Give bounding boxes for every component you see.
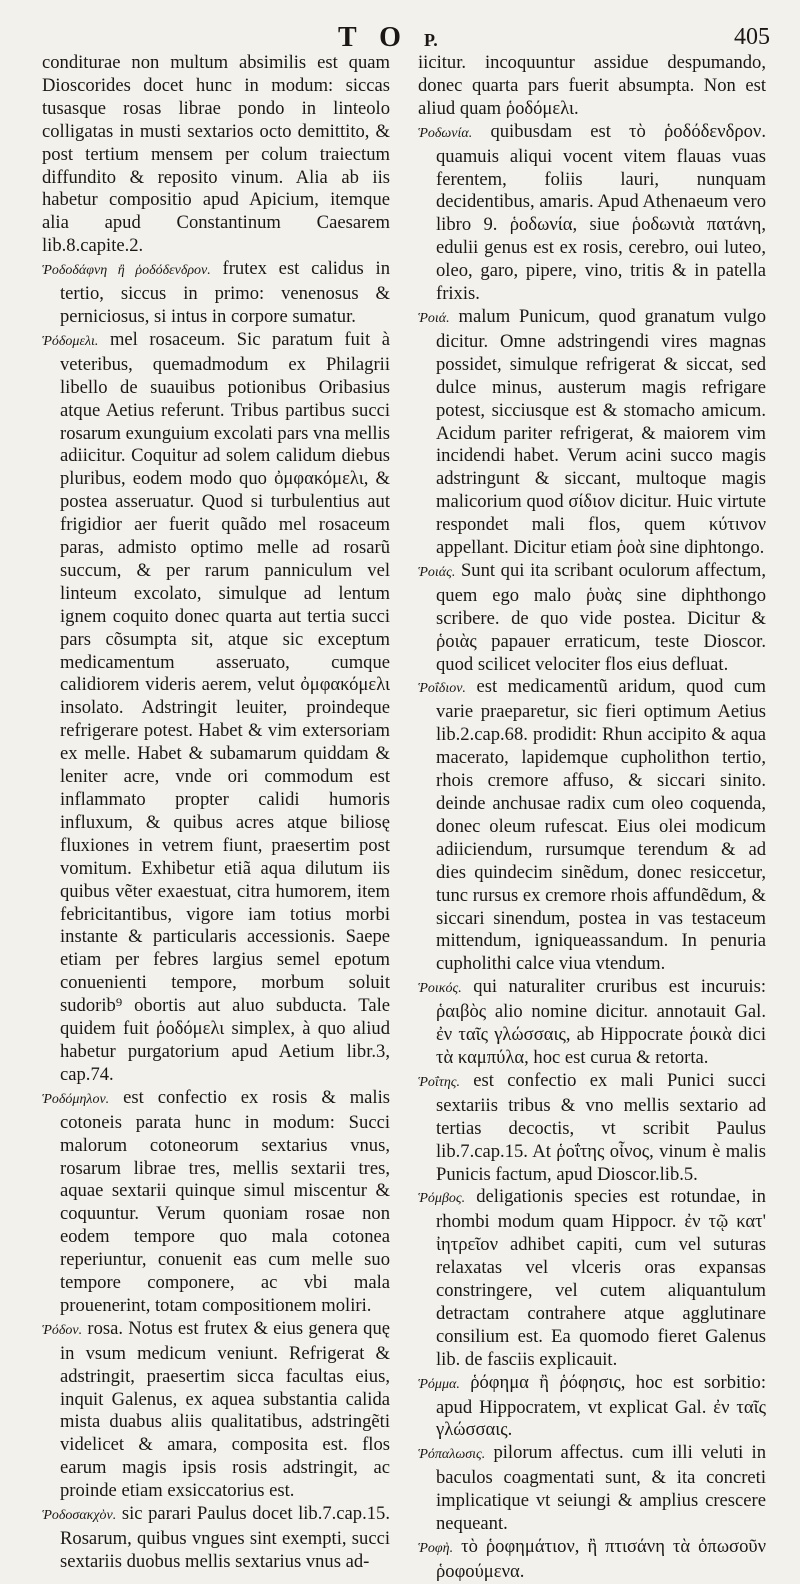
dictionary-entry xyxy=(418,121,766,306)
entry-lemma: Ῥοιά. xyxy=(418,310,450,326)
entry-lemma: Ῥόδομελι. xyxy=(42,333,99,349)
right-column xyxy=(418,52,767,1582)
entry-lemma: Ῥοδοσακχὸν. xyxy=(42,1508,117,1524)
entry-lemma: Ῥοδοδάφνη ἢ ῥοδόδενδρον. xyxy=(42,263,211,279)
entry-lemma: Ῥοδόμηλον. xyxy=(42,1091,110,1107)
left-column xyxy=(42,52,390,1572)
entry-text: est confectio ex mali Punici succi sextariis tribus & vno mellis sextario ad tertias decoctis, vt scribit Paulus lib.7.cap.15. At ῥοΐτης οἶνος, vinum è malis Punicis factum, apud Dioscor.lib.5. xyxy=(436,1069,767,1185)
dictionary-entry xyxy=(418,1442,766,1536)
entry-lemma: Ῥόδον. xyxy=(42,1322,83,1338)
entry-text: sic parari Paulus docet lib.7.cap.15. Rosarum, quibus vngues sint exempti, succi sextariis duobus mellis sextarius vnus ad- xyxy=(60,1503,390,1572)
entry-lemma: Ῥοδωνία. xyxy=(418,125,473,141)
entry-lemma: Ῥόμβος. xyxy=(418,1191,466,1207)
dictionary-entry xyxy=(42,1318,390,1503)
dictionary-entry: iicitur. incoquuntur assidue despumando, donec quarta pars fuerit absumpta. Non est aliud quam ῥοδόμελι. xyxy=(418,52,766,119)
dictionary-entry xyxy=(42,1503,390,1574)
dictionary-entry xyxy=(418,1070,766,1187)
entry-lemma: Ῥοικός. xyxy=(418,981,462,997)
dictionary-entry xyxy=(418,1186,766,1371)
entry-text: deligationis species est rotundae, in rhombi modum quam Hippocr. ἐν τῷ κατ' ἰητρεῖον adhibet capiti, cum vel suturas relaxatas vel vlceris oras expansas constringere, vel cutem aliquantulum detractam contrahere atque agglutinare consilium est. Ea quomodo fieret Galenus lib. de fasciis explicauit. xyxy=(436,1186,766,1370)
dictionary-entry xyxy=(418,1536,766,1584)
entry-text: quibusdam est τὸ ῥοδόδενδρον. quamuis aliqui vocent vitem flauas vuas ferentem, foliis lauri, nunquam decidentibus, amaris. Apud Athenaeum vero libro 9. ῥοδωνία, siue ῥοδωνιὰ πατάνη, edulii genus est ex rosis, cerebro, oui luteo, oleo, garo, pipere, vino, tritis & in patella frixis. xyxy=(436,120,766,305)
entry-lemma: Ῥόπαλωσις. xyxy=(418,1447,486,1463)
entry-text: est confectio ex rosis & malis cotoneis parata hunc in modum: Succi malorum cotoneorum sextarius vnus, rosarum librae tres, mellis sextarii tres, aquae sextarii quinque simul miscentur & coquuntur. Verum quoniam rosae non eodem tempore quo mala cotonea reperiuntur, conuenit eas cum melle suo tempore componere, ac vbi mala prouenerint, totam compositionem moliri. xyxy=(60,1086,390,1316)
entry-text: qui naturaliter cruribus est incuruis: ῥαιβὸς alio nomine dicitur. annotauit Gal. ἐν ταῖς γλώσσαις, ab Hippocrate ῥοικὰ dici τὰ καμπύλα, hoc est curua & retorta. xyxy=(436,976,766,1068)
dictionary-entry xyxy=(418,560,766,677)
entry-lemma: Ῥοΐτης. xyxy=(418,1074,460,1090)
entry-lemma: Ῥοΐδιον. xyxy=(418,681,466,697)
dictionary-entry xyxy=(42,258,390,329)
entry-lemma: Ῥοφὴ. xyxy=(418,1541,454,1556)
entry-text: τὸ ῥοφημάτιον, ἢ πτισάνη τὰ ὁπωσοῦν ῥοφούμενα. xyxy=(436,1536,766,1582)
dictionary-entry xyxy=(418,1372,766,1443)
running-head xyxy=(0,22,800,52)
dictionary-entry xyxy=(42,1087,390,1318)
dictionary-entry xyxy=(418,676,766,976)
dictionary-entry xyxy=(418,976,766,1070)
entry-text: malum Punicum, quod granatum vulgo dicitur. Omne adstringendi vires magnas possidet, simulque refrigerat & siccat, sed dulce minus, austerum magis refrigare potest, sicciusque est & stomacho amicum. Acidum pariter refrigerat, & maiorem vim incidendi habet. Verum acini succo magis adstringunt & siccant, multoque magis malicorium quod σίδιον dicitur. Huic virtute respondet mali flos, quem κύτινον appellant. Dicitur etiam ῥοὰ sine diphtongo. xyxy=(436,305,766,559)
entry-lemma: Ῥοιάς. xyxy=(418,564,456,580)
entry-text: rosa. Notus est frutex & eius genera quę in vsum medicum veniunt. Refrigerat & adstringit, praesertim sicca facultas eius, inquit Galenus, ex aquea substantia calida mista duabus aliis qualitatibus, adstringẽti videlicet & amara, composita est. flos earum magis ipsis rosis adstringit, ac proinde etiam exsiccatorius est. xyxy=(60,1317,390,1502)
dictionary-entry: conditurae non multum absimilis est quam Dioscorides docet hunc in modum: siccas tusasque rosas librae pondo in linteolo colligatas in musti sextarios octo demittito, & post tertium mensem per colum traiectum diffundito & reposito vinum. Alia ab iis habetur compositio apud Apicium, itemque alia apud Constantinum Caesarem lib.8.capite.2. xyxy=(42,52,390,257)
entry-text: frutex est calidus in tertio, siccus in primo: venenosus & perniciosus, si intus in corpore sumatur. xyxy=(60,258,390,327)
running-head-title: T O P. xyxy=(338,22,438,53)
entry-text: pilorum affectus. cum illi veluti in baculos coagmentati sunt, & ita concreti implicatique vt seiungi & amplius crescere nequeant. xyxy=(436,1442,766,1535)
entry-lemma: Ῥόμμα. xyxy=(418,1376,460,1392)
entry-text: mel rosaceum. Sic paratum fuit à veteribus, quemadmodum ex Philagrii libello de suauibus potionibus Oribasius atque Aetius referunt. Tribus partibus succi rosarum exunguium excolati pars vna mellis adiicitur. Coquitur ad solem calidum diebus pluribus, eodem modo quo ὀμφακόμελι, & postea asseruatur. Quod si turbulentius aut frigidior aer fuerit quãdo mel rosaceum paras, admisto optimo melle ad rosarũ succum, & per rarum panniculum vel linteum excolato, simulque ad lentum ignem coquito donec quarta aut tertia succi pars cõsumpta sit, atque sic exceptum medicamentum asseruato, cumque calidiorem videris aerem, velut ὀμφακόμελι insolato. Adstringit leuiter, proindeque refrigerare potest. Habet & vim extersoriam ex melle. Habet & subamarum quiddam & leniter acre, vnde ori commodum est inflammato propter calidi humoris influxum, & quibus acres atque biliosę fluxiones in vetrem fiunt, praesertim post vomitum. Exhibetur etiã aqua dilutum iis quibus vẽter exaestuat, citra humorem, item febricitantibus, vigore iam totius morbi instante & particularis accessionis. Saepe etiam per febres largius semel epotum conuenienti tempore, morbum soluit sudorib⁹ obortis aut aluo subducta. Tale quidem fuit ῥοδόμελι simplex, à quo aliud habetur purgatorium apud Aetium libr.3, cap.74. xyxy=(60,328,390,1085)
entry-text: Sunt qui ita scribant oculorum affectum, quem ego malo ῥυὰς sine diphthongo scribere. de quo vide postea. Dicitur & ῥοιὰς papauer erraticum, teste Dioscor. quod scilicet velociter flos eius defluat. xyxy=(436,559,766,675)
dictionary-entry xyxy=(42,329,390,1087)
page-number: 405 xyxy=(734,24,770,50)
entry-text: est medicamentũ aridum, quod cum varie praeparetur, sic fieri optimum Aetius lib.2.cap.68. prodidit: Rhun accipito & aqua macerato, lapidemque cupholithon tertio, rhois cremore affuso, & siccari sinito. deinde anchusae radix cum oleo coquenda, donec oleum rufescat. Eius olei modicum adiiciendum, rursumque terendum & ad dies quindecim sinẽdum, donec resiccetur, tunc rursus ex cremore rhois affundẽdum, & siccari sinendum, postea in vas testaceum mittendum, igniqueassandum. In penuria cupholithi calce viua vtendum. xyxy=(436,676,766,975)
entry-text: ῥόφημα ἢ ῥόφησις, hoc est sorbitio: apud Hippocratem, vt explicat Gal. ἐν ταῖς γλώσσαις. xyxy=(436,1371,766,1441)
dictionary-entry xyxy=(418,306,766,560)
